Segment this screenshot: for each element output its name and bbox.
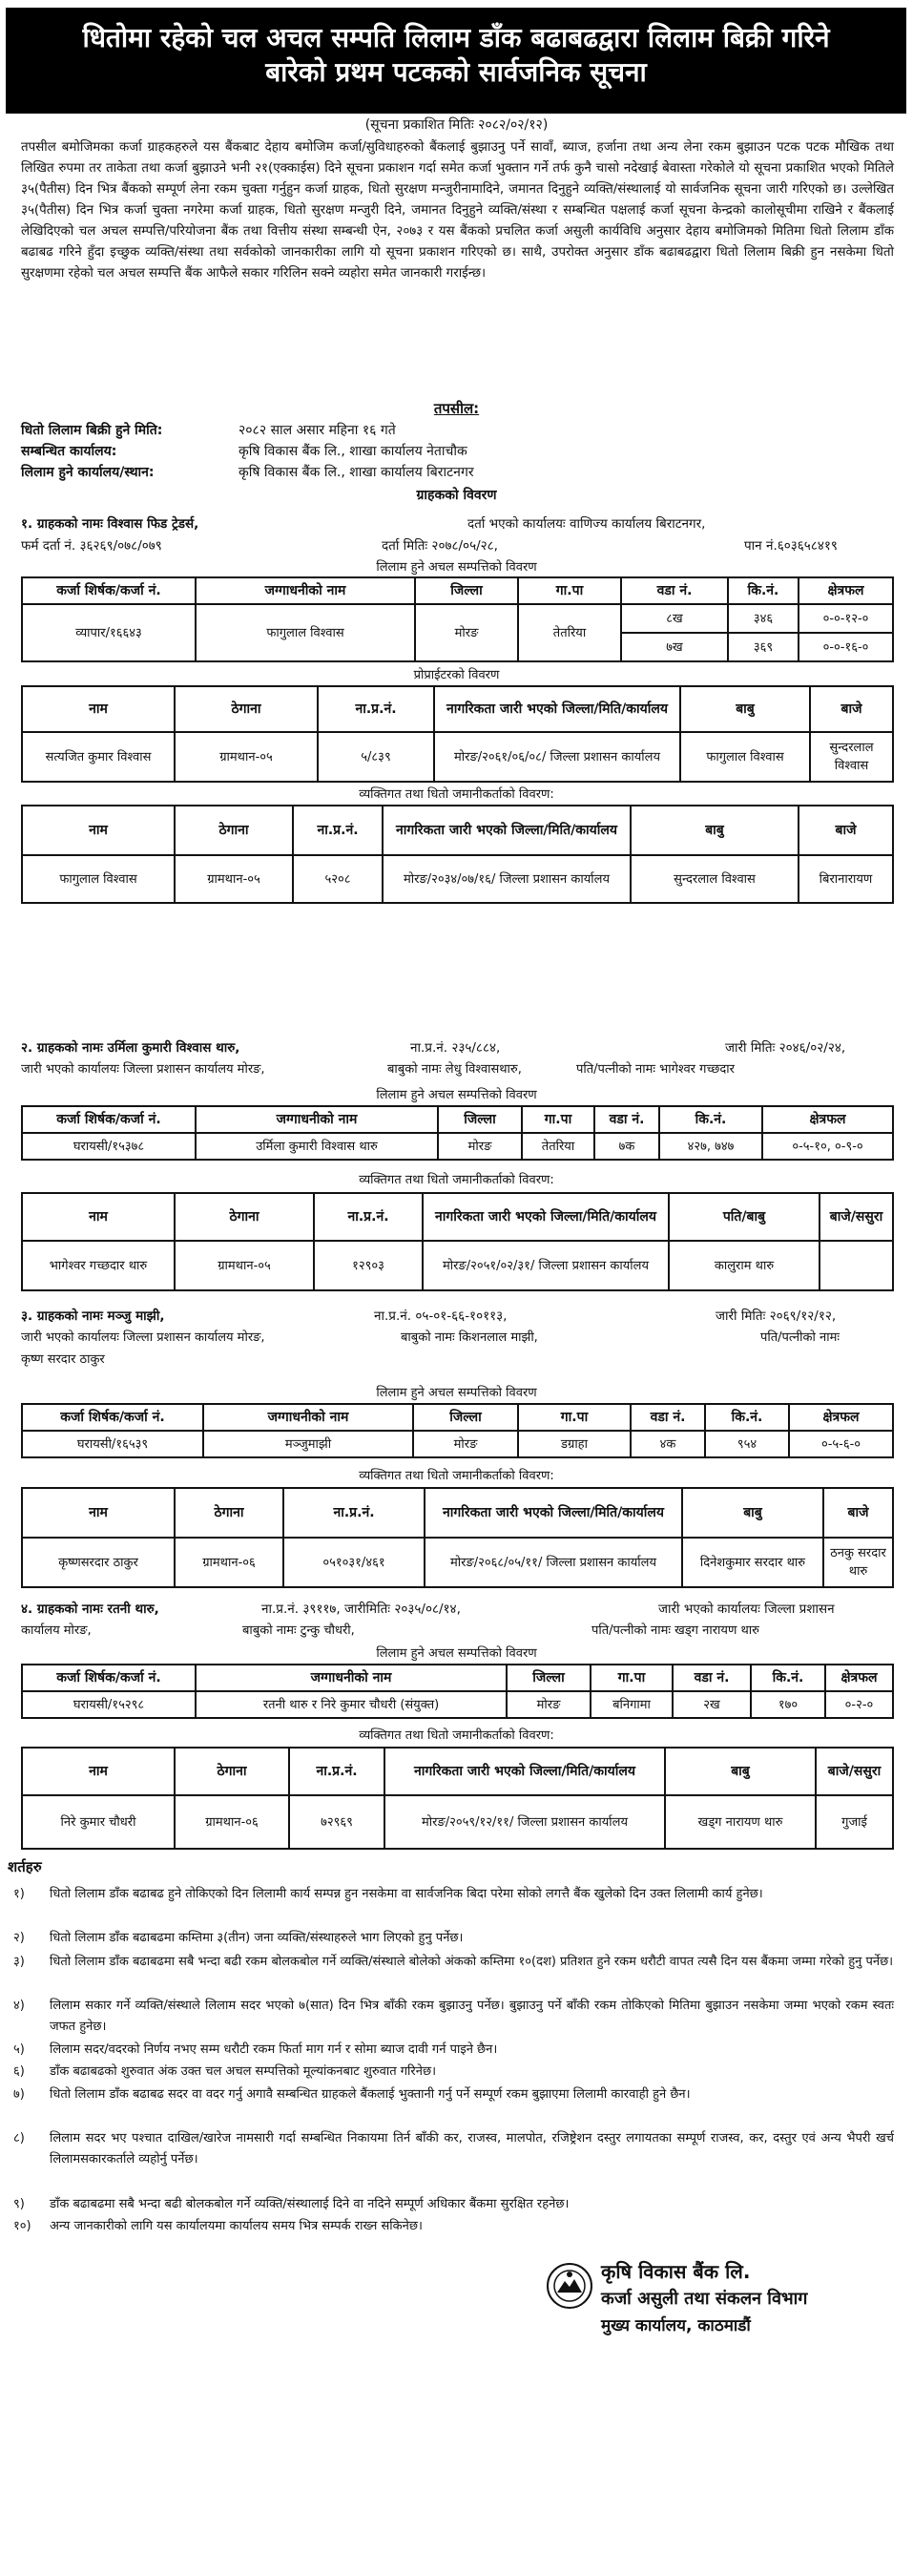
client2-guarantor-table [21, 1192, 894, 1291]
cell-grand [820, 1241, 893, 1290]
client2-line2 [21, 1059, 894, 1080]
cell-loan: घरायसी/१५२९८ [22, 1691, 196, 1718]
table-header-row [22, 1488, 893, 1538]
cell-area: ०-०-१२-० [799, 604, 893, 633]
col-gapa: गा.पा [591, 1665, 673, 1691]
client4-line2 [21, 1621, 894, 1642]
col-owner: जग्गाधनीको नाम [196, 577, 415, 604]
client2-issue-date: जारी मितिः २०४६/०२/२४, [725, 1040, 846, 1056]
col-loan: कर्जा शिर्षक/कर्जा नं. [22, 1106, 196, 1133]
term-number: ६) [13, 2064, 25, 2079]
term-number: ८) [13, 2131, 25, 2146]
col-gapa: गा.पा [518, 577, 621, 604]
table-row [22, 732, 893, 782]
client4-cit: ना.प्र.नं. ३९११७, जारीमितिः २०३५/०८/१४, [261, 1602, 461, 1617]
tapsil-title: तपसील: [433, 400, 480, 417]
col-loan: कर्जा शिर्षक/कर्जा नं. [22, 1404, 203, 1431]
col-grand: बाजे [823, 1488, 893, 1538]
bank-logo-icon [546, 2262, 593, 2310]
client2-father: बाबुको नामः लेधु विश्वासथारु, [387, 1062, 522, 1077]
term-number: ९) [13, 2197, 25, 2211]
table-header-row [22, 577, 893, 604]
table-row [22, 1133, 893, 1160]
cell-father: सुन्दरलाल विश्वास [631, 855, 799, 903]
terms-title: शर्तहरु [8, 1858, 42, 1875]
office-label: सम्बन्धित कार्यालय: [21, 444, 117, 459]
table-header-row [22, 1748, 893, 1795]
term-text: धितो लिलाम डाँक बढाबढ सदर वा वदर गर्नु अगावै सम्बन्धित ग्राहकले बैंकलाई भुक्तानी गर्नु पर्ने सम्पूर्ण रकम बुझाएमा लिलामी कारवाही हुने छैन। [50, 2087, 691, 2102]
col-address: ठेगाना [175, 1488, 283, 1538]
term-item [13, 2216, 896, 2237]
term-number: १०) [13, 2219, 31, 2233]
col-loan: कर्जा शिर्षक/कर्जा नं. [22, 1665, 196, 1691]
table-row [22, 1538, 893, 1587]
table-row [22, 1431, 893, 1457]
client1-title: १. ग्राहकको नामः विश्वास फिड ट्रेडर्स, [21, 516, 199, 532]
cell-cit: ०५१०३१/४६१ [283, 1538, 425, 1587]
cell-gapa: तेतरिया [518, 604, 621, 661]
client2-assets-table [21, 1105, 894, 1161]
col-grand-fil: बाजे/ससुरा [816, 1748, 893, 1795]
col-area: क्षेत्रफल [762, 1106, 893, 1133]
term-text: लिलाम सदर भए पश्चात दाखिल/खारेज नामसारी गर्दा सम्बन्धित निकायमा तिर्न बाँकी कर, राजस्व, मालपोत, रजिष्ट्रेशन दस्तुर लगायतका सम्पूर्ण राजस्व, कर, दस्तुर एवं अन्य भैपरी खर्च लिलामसकारकर्ताले व्यहोर्नु पर्नेछ। [50, 2131, 894, 2167]
table-row [22, 604, 893, 633]
cell-father: फागुलाल विश्वास [680, 732, 810, 782]
cell-issued: मोरङ/२०६८/०५/११/ जिल्ला प्रशासन कार्यालय [425, 1538, 682, 1587]
col-issued: नागरिकता जारी भएको जिल्ला/मिति/कार्यालय [383, 806, 631, 855]
term-item [13, 2084, 896, 2126]
client3-spouse: पति/पत्नीको नामः [760, 1330, 840, 1345]
table-row [22, 855, 893, 903]
table-header-row [22, 1665, 893, 1691]
client1-proprietor-caption: प्रोप्राईटरको विवरण [413, 668, 500, 682]
auction-date-row [21, 420, 894, 441]
auction-date: २०८२ साल असार महिना १६ गते [239, 423, 396, 438]
header-line-2: बारेको प्रथम पटकको सार्वजनिक सूचना [265, 56, 647, 88]
client3-guarantor-caption: व्यक्तिगत तथा धितो जमानीकर्ताको विवरण: [359, 1469, 554, 1483]
place-label: लिलाम हुने कार्यालय/स्थान: [21, 465, 155, 480]
col-cit: ना.प्र.नं. [318, 686, 434, 732]
col-kitta: कि.नं. [705, 1404, 789, 1431]
col-district: जिल्ला [438, 1106, 522, 1133]
term-item [13, 1928, 896, 1949]
term-text: अन्य जानकारीको लागि यस कार्यालयमा कार्यालय समय भित्र सम्पर्क राख्न सकिनेछ। [50, 2219, 423, 2233]
col-address: ठेगाना [175, 806, 293, 855]
col-district: जिल्ला [415, 577, 518, 604]
client3-assets-caption: लिलाम हुने अचल सम्पत्तिको विवरण [376, 1386, 537, 1400]
col-name: नाम [22, 1193, 175, 1241]
term-number: ४) [13, 1999, 25, 2013]
client3-line3 [21, 1350, 894, 1371]
cell-loan: व्यापार/१६६४३ [22, 604, 196, 661]
client1-assets-caption: लिलाम हुने अचल सम्पत्तिको विवरण [376, 560, 537, 575]
term-number: ७) [13, 2087, 25, 2102]
client1-line2 [21, 535, 894, 556]
table-header-row [22, 806, 893, 855]
col-father: बाबु [665, 1748, 816, 1795]
term-text: लिलाम सदर/वदरको निर्णय नभए सम्म धरौटी रकम फिर्ता माग गर्न र सोमा ब्याज दावी गर्न पाइने छैन। [50, 2042, 498, 2057]
publish-date: (सूचना प्रकाशित मितिः २०८२/०२/१२) [364, 117, 549, 133]
col-district: जिल्ला [507, 1665, 591, 1691]
client4-line1 [21, 1599, 894, 1620]
col-address: ठेगाना [175, 1748, 289, 1795]
client3-father: बाबुको नामः किशनलाल माझी, [401, 1330, 538, 1345]
client2-line1 [21, 1037, 894, 1058]
col-ward: वडा नं. [673, 1665, 751, 1691]
col-area: क्षेत्रफल [799, 577, 893, 604]
col-gapa: गा.पा [518, 1404, 631, 1431]
col-owner: जग्गाधनीको नाम [203, 1404, 413, 1431]
col-father: बाबु [680, 686, 810, 732]
client3-issued-office: जारी भएको कार्यालयः जिल्ला प्रशासन कार्यालय मोरङ, [21, 1330, 265, 1345]
col-cit: ना.प्र.नं. [289, 1748, 384, 1795]
cell-address: ग्रामथान-०५ [175, 732, 318, 782]
client4-spouse: पति/पत्नीको नामः खड्ग नारायण थारु [591, 1623, 759, 1638]
term-item [13, 1884, 896, 1926]
client4-assets-table [21, 1664, 894, 1719]
term-text: डाँक बढाबढमा सबै भन्दा बढी बोलकबोल गर्ने व्यक्ति/संस्थालाई दिने वा नदिने सम्पूर्ण अधिकार बैंकमा सुरक्षित रहनेछ। [50, 2197, 570, 2211]
cell-loan: घरायसी/१५३७८ [22, 1133, 196, 1160]
term-item [13, 2062, 896, 2083]
col-owner: जग्गाधनीको नाम [196, 1106, 438, 1133]
table-header-row [22, 686, 893, 732]
term-text: धितो लिलाम डाँक बढाबढमा कम्तिमा ३(तीन) जना व्यक्ति/संस्थाहरुले भाग लिएको हुनु पर्नेछ। [50, 1931, 464, 1945]
cell-father: कालुराम थारु [669, 1241, 820, 1290]
cell-area: ०-५-६-० [789, 1431, 893, 1457]
client1-guarantor-caption: व्यक्तिगत तथा धितो जमानीकर्ताको विवरण: [359, 787, 554, 802]
cell-ward: ७ख [621, 633, 728, 661]
cell-grand: ठनकु सरदार थारु [823, 1538, 893, 1587]
cell-issued: मोरङ/२०५९/१२/११/ जिल्ला प्रशासन कार्यालय [384, 1795, 665, 1849]
header-line-1: धितोमा रहेको चल अचल सम्पति लिलाम डाँक बढाबढद्वारा लिलाम बिक्री गरिने [82, 22, 830, 53]
term-item [13, 2128, 896, 2191]
client3-line1 [21, 1306, 894, 1327]
place-row [21, 462, 894, 483]
col-issued: नागरिकता जारी भएको जिल्ला/मिति/कार्यालय [384, 1748, 665, 1795]
client1-line1 [21, 513, 894, 534]
col-name: नाम [22, 1748, 175, 1795]
term-number: २) [13, 1931, 25, 1945]
col-owner: जग्गाधनीको नाम [196, 1665, 507, 1691]
client1-firm-no: फर्म दर्ता नं. ३६२६९/०७८/०७९ [21, 538, 162, 554]
cell-cit: ५२०८ [293, 855, 383, 903]
cell-address: ग्रामथान-०५ [175, 855, 293, 903]
term-text: डाँक बढाबढको शुरुवात अंक उक्त चल अचल सम्पत्तिको मूल्यांकनबाट शुरुवात गरिनेछ। [50, 2064, 436, 2079]
cell-gapa: डग्राहा [518, 1431, 631, 1457]
cell-ward: ७क [594, 1133, 659, 1160]
col-issued: नागरिकता जारी भएको जिल्ला/मिति/कार्यालय [425, 1488, 682, 1538]
signature-office: मुख्य कार्यालय, काठमाडौं [601, 2316, 751, 2335]
client2-guarantor-caption: व्यक्तिगत तथा धितो जमानीकर्ताको विवरण: [359, 1173, 554, 1187]
col-name: नाम [22, 806, 175, 855]
cell-kitta: ४२७, ७४७ [659, 1133, 762, 1160]
client4-father: बाबुको नामः टुन्कु चौधरी, [242, 1623, 355, 1638]
col-kitta: कि.नं. [728, 577, 799, 604]
col-father: बाबु [631, 806, 799, 855]
col-grand: बाजे [799, 806, 893, 855]
term-number: ३) [13, 1955, 25, 1969]
col-name: नाम [22, 686, 175, 732]
cell-grand: गुजाई [816, 1795, 893, 1849]
signature-bank: कृषि विकास बैंक लि. [601, 2260, 751, 2283]
col-issued: नागरिकता जारी भएको जिल्ला/मिति/कार्यालय [423, 1193, 669, 1241]
client2-assets-caption: लिलाम हुने अचल सम्पत्तिको विवरण [376, 1088, 537, 1102]
col-ward: वडा नं. [621, 577, 728, 604]
cell-owner: फागुलाल विश्वास [196, 604, 415, 661]
col-area: क्षेत्रफल [825, 1665, 893, 1691]
cell-ward: ८ख [621, 604, 728, 633]
col-grand-fil: बाजे/ससुरा [820, 1193, 893, 1241]
cell-cit: ७२९६९ [289, 1795, 384, 1849]
notice-header [6, 8, 906, 114]
client4-issued-office: जारी भएको कार्यालयः जिल्ला प्रशासन [658, 1602, 835, 1617]
table-header-row [22, 1404, 893, 1431]
cell-owner: मञ्जुमाझी [203, 1431, 413, 1457]
client4-guarantor-table [21, 1747, 894, 1850]
signature-dept: कर्जा असुली तथा संकलन विभाग [601, 2289, 808, 2309]
col-kitta: कि.नं. [751, 1665, 825, 1691]
cell-area: ०-५-१०, ०-९-० [762, 1133, 893, 1160]
client4-office-cont: कार्यालय मोरङ, [21, 1623, 92, 1638]
cell-name: निरे कुमार चौधरी [22, 1795, 175, 1849]
cell-name: कृष्णसरदार ठाकुर [22, 1538, 175, 1587]
client2-spouse: पति/पत्नीको नामः भागेश्वर गच्छदार [576, 1062, 735, 1077]
cell-district: मोरङ [415, 604, 518, 661]
term-item [13, 2194, 896, 2215]
cell-grand: बिरानारायण [799, 855, 893, 903]
cell-kitta: ३४६ [728, 604, 799, 633]
client3-issue-date: जारी मितिः २०६९/१२/१२, [716, 1309, 837, 1324]
client3-title: ३. ग्राहकको नामः मञ्जु माझी, [21, 1309, 165, 1324]
term-number: १) [13, 1887, 25, 1901]
client3-cit: ना.प्र.नं. ०५-०१-६६-१०११३, [374, 1309, 508, 1324]
col-father-husband: पति/बाबु [669, 1193, 820, 1241]
cell-kitta: १७० [751, 1691, 825, 1718]
col-kitta: कि.नं. [659, 1106, 762, 1133]
cell-father: दिनेशकुमार सरदार थारु [682, 1538, 823, 1587]
cell-district: मोरङ [507, 1691, 591, 1718]
client1-pan: पान नं.६०३६५८४१९ [744, 538, 838, 554]
cell-name: फागुलाल विश्वास [22, 855, 175, 903]
col-grand: बाजे [810, 686, 893, 732]
col-ward: वडा नं. [594, 1106, 659, 1133]
col-ward: वडा नं. [631, 1404, 705, 1431]
cell-ward: ४क [631, 1431, 705, 1457]
col-father: बाबु [682, 1488, 823, 1538]
col-gapa: गा.पा [522, 1106, 594, 1133]
cell-area: ०-०-१६-० [799, 633, 893, 661]
cell-grand: सुन्दरलाल विश्वास [810, 732, 893, 782]
cell-ward: २ख [673, 1691, 751, 1718]
auction-date-label: धितो लिलाम बिक्री हुने मिति: [21, 423, 163, 438]
col-cit: ना.प्र.नं. [283, 1488, 425, 1538]
cell-district: मोरङ [413, 1431, 518, 1457]
client1-assets-table [21, 576, 894, 662]
place-value: कृषि विकास बैंक लि., शाखा कार्यालय बिराटनगर [239, 465, 474, 480]
col-issued: नागरिकता जारी भएको जिल्ला/मिति/कार्यालय [434, 686, 680, 732]
table-header-row [22, 1106, 893, 1133]
office-value: कृषि विकास बैंक लि., शाखा कार्यालय नेताचौक [239, 444, 467, 459]
client4-title: ४. ग्राहकको नामः रतनी थारु, [21, 1602, 159, 1617]
client3-spouse-name: कृष्ण सरदार ठाकुर [21, 1352, 105, 1367]
client2-title: २. ग्राहकको नामः उर्मिला कुमारी विश्वास थारु, [21, 1040, 240, 1056]
col-loan: कर्जा शिर्षक/कर्जा नं. [22, 577, 196, 604]
cell-kitta: ३६९ [728, 633, 799, 661]
intro-paragraph: तपसील बमोजिमका कर्जा ग्राहकहरुले यस बैंकबाट देहाय बमोजिम कर्जा/सुविधाहरुको बैंकलाई बुझाउनु पर्ने सावाँ, ब्याज, हर्जाना तथा अन्य लेना रकम बुझाउन पटक पटक मौखिक तथा लिखित रुपमा तर ताकेता तथा कर्जा बुझाउने भनी २१(एक्काईस) दिने सूचना प्रकाशन गर्दा समेत कर्जा भुक्तान गर्ने तर्फ कुनै चासो नदेखाई बेवास्ता गरेकोले यो सूचना प्रकाशित भएको मितिले ३५(पैतीस) दिन भित्र बैंकको सम्पूर्ण लेना रकम चुक्ता गर्नुहुन कर्जा ग्राहक, धितो सुरक्षण मन्जुरीनामादिने, जमानत दिनुहुने व्यक्ति/संस्थालाई यो सार्वजनिक सूचना जारी गरिएको छ। उल्लेखित ३५(पैतीस) दिन भित्र कर्जा चुक्ता नगरेमा कर्जा ग्राहक, धितो सुरक्षण मन्जुरी दिने, जमानत दिनुहुने व्यक्ति/संस्था र सम्बन्धित पक्षलाई कर्जा सूचना केन्द्रको कालोसूचीमा राखिने र बैंकलाई लेखिदिएको चल अचल सम्पत्ति/परियोजना बैंक तथा वित्तीय संस्था सम्बन्धी ऐन, २०७३ र यस बैंकको प्रचलित कर्जा असुली कार्यविधि अनुसार देहाय बमोजिमको मितिमा धितो लिलाम डाँक बढाबढ गरिने हुँदा इच्छुक व्यक्ति/संस्था तथा सर्वकोको जानकारीका लागि यो सूचना प्रकाशन गरिएको छ। साथै, उपरोक्त अनुसार डाँक बढाबढद्वारा धितो लिलाम बिक्री हुन नसकेमा धितो सुरक्षणमा रहेको चल अचल सम्पत्ति बैंक आफैले सकार गरिलिन सक्ने व्यहोरा समेत जानकारी गराईन्छ। [21, 140, 894, 281]
cell-address: ग्रामथान-०६ [175, 1795, 289, 1849]
cell-address: ग्रामथान-०५ [175, 1241, 314, 1290]
table-header-row [22, 1193, 893, 1241]
cell-loan: घरायसी/१६५३९ [22, 1431, 203, 1457]
client4-guarantor-caption: व्यक्तिगत तथा धितो जमानीकर्ताको विवरण: [359, 1728, 554, 1743]
office-row [21, 441, 894, 462]
cell-owner: उर्मिला कुमारी विश्वास थारु [196, 1133, 438, 1160]
table-row [22, 1795, 893, 1849]
term-item [13, 1996, 896, 2038]
client3-guarantor-table [21, 1487, 894, 1588]
cell-address: ग्रामथान-०६ [175, 1538, 283, 1587]
term-item [13, 1952, 896, 1994]
col-district: जिल्ला [413, 1404, 518, 1431]
cell-kitta: ९५४ [705, 1431, 789, 1457]
client4-assets-caption: लिलाम हुने अचल सम्पत्तिको विवरण [376, 1646, 537, 1661]
client1-reg-date: दर्ता मितिः २०७८/०५/२८, [382, 538, 498, 554]
cell-owner: रतनी थारु र निरे कुमार चौधरी (संयुक्त) [196, 1691, 507, 1718]
cell-area: ०-२-० [825, 1691, 893, 1718]
cell-issued: मोरङ/२०३४/०७/१६/ जिल्ला प्रशासन कार्यालय [383, 855, 631, 903]
client3-assets-table [21, 1403, 894, 1458]
cell-father: खड्ग नारायण थारु [665, 1795, 816, 1849]
term-text: लिलाम सकार गर्ने व्यक्ति/संस्थाले लिलाम सदर भएको ७(सात) दिन भित्र बाँकी रकम बुझाउनु पर्नेछ। बुझाउनु पर्ने बाँकी रकम तोकिएको मितिमा बुझाउन नसकेमा जम्मा भएको रकम स्वतः जफत हुनेछ। [50, 1999, 894, 2034]
table-row [22, 1241, 893, 1290]
client3-line2 [21, 1328, 894, 1349]
client1-guarantor-table [21, 805, 894, 904]
client2-cit: ना.प्र.नं. २३५/८८४, [410, 1040, 501, 1056]
cell-gapa: तेतरिया [522, 1133, 594, 1160]
cell-issued: मोरङ/२०५१/०२/३१/ जिल्ला प्रशासन कार्यालय [423, 1241, 669, 1290]
cell-district: मोरङ [438, 1133, 522, 1160]
col-name: नाम [22, 1488, 175, 1538]
client1-proprietor-table [21, 685, 894, 783]
cell-name: भागेश्वर गच्छदार थारु [22, 1241, 175, 1290]
cell-issued: मोरङ/२०६१/०६/०८/ जिल्ला प्रशासन कार्यालय [434, 732, 680, 782]
term-text: धितो लिलाम डाँक बढाबढमा सबै भन्दा बढी रकम बोलकबोल गर्ने व्यक्ति/संस्थाले बोलेको अंकको कम्तिमा १०(दश) प्रतिशत हुने रकम धरौटी वापत त्यसै दिन यस बैंकमा जम्मा गरेको हुनु पर्नेछ। [50, 1955, 894, 1969]
col-cit: ना.प्र.नं. [314, 1193, 423, 1241]
cell-gapa: बनिगामा [591, 1691, 673, 1718]
client2-issued-office: जारी भएको कार्यालयः जिल्ला प्रशासन कार्यालय मोरङ, [21, 1062, 265, 1077]
col-area: क्षेत्रफल [789, 1404, 893, 1431]
client-details-title: ग्राहकको विवरण [416, 488, 497, 503]
col-cit: ना.प्र.नं. [293, 806, 383, 855]
term-text: धितो लिलाम डाँक बढाबढ हुने तोकिएको दिन लिलामी कार्य सम्पन्न हुन नसकेमा वा सार्वजनिक बिदा परेमा सोको लगत्तै बैंक खुलेको दिन उक्त लिलामी कार्य हुनेछ। [50, 1887, 763, 1901]
term-item [13, 2040, 896, 2061]
cell-cit: ५/८३९ [318, 732, 434, 782]
col-address: ठेगाना [175, 1193, 314, 1241]
client1-reg-office: दर्ता भएको कार्यालयः वाणिज्य कार्यालय बिराटनगर, [467, 516, 706, 532]
table-row [22, 1691, 893, 1718]
term-number: ५) [13, 2042, 25, 2057]
cell-name: सत्यजित कुमार विश्वास [22, 732, 175, 782]
col-address: ठेगाना [175, 686, 318, 732]
cell-cit: १२९०३ [314, 1241, 423, 1290]
